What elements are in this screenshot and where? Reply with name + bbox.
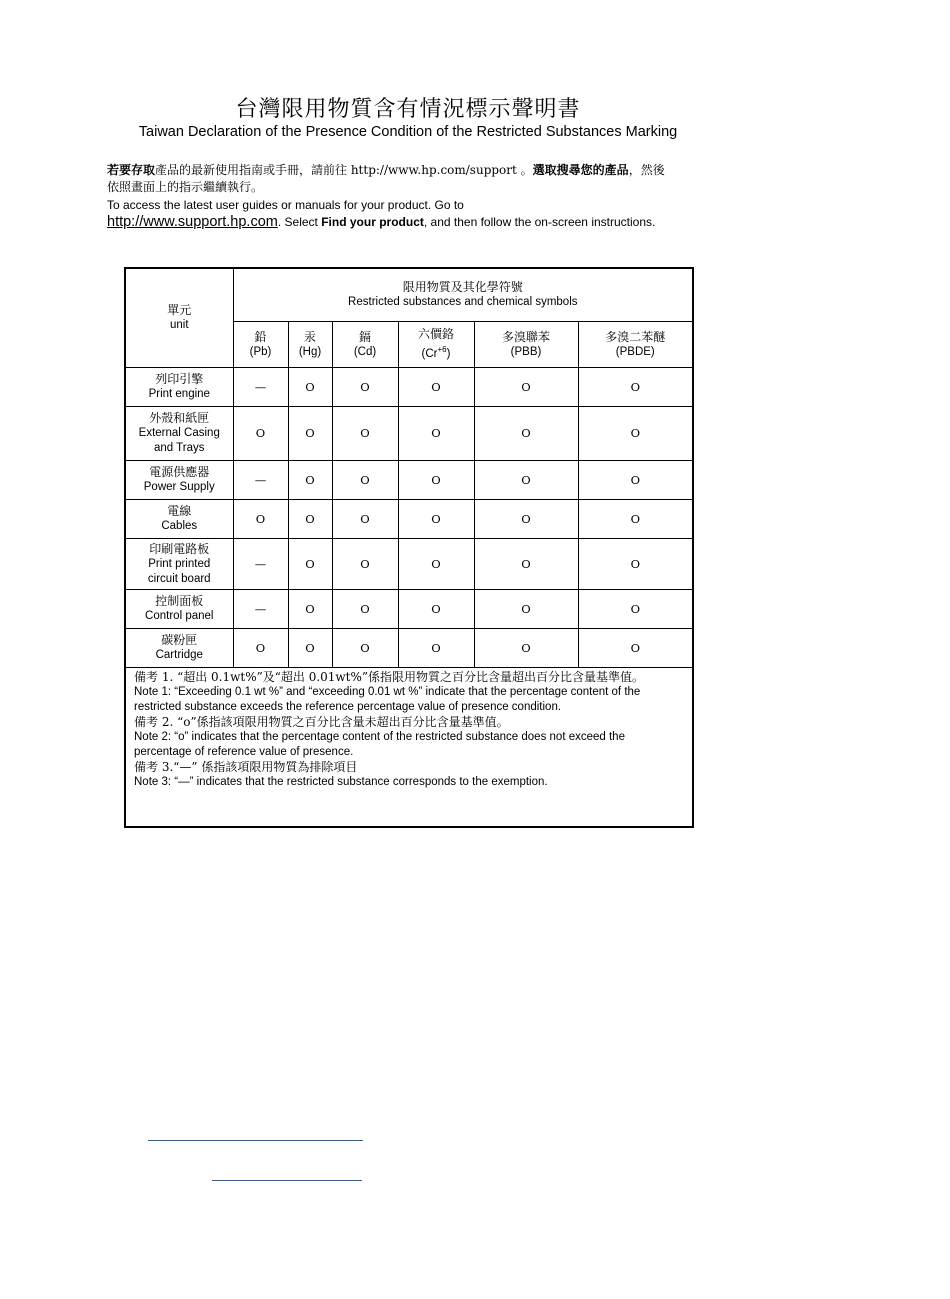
presence-mark: O [474,629,578,668]
presence-mark: O [233,500,288,539]
presence-mark: O [332,461,398,500]
restricted-header [233,268,693,322]
row-label-zh: 碳粉匣 [161,633,198,647]
restricted-header-zh: 限用物質及其化學符號 [402,280,523,294]
presence-mark: O [398,629,474,668]
presence-mark: O [474,368,578,407]
presence-mark: O [233,629,288,668]
note-en: Note 1: “Exceeding 0.1 wt %” and “exceeding 0.01 wt %” indicate that the percentage content of the restricted substance exceeds the reference percentage value of presence condition. [134,686,641,713]
presence-mark: — [233,590,288,629]
substance-symbol-end: ) [446,347,451,360]
presence-mark: O [398,590,474,629]
substance-symbol-text: (Cd) [353,345,377,358]
page-title-en: Taiwan Declaration of the Presence Condition of the Restricted Substances Marking [138,124,678,140]
substance-symbol-sup: +6 [437,345,447,355]
page-title-zh: 台灣限用物質含有情況標示聲明書 [235,97,581,122]
presence-mark: O [288,590,332,629]
presence-mark: O [288,368,332,407]
presence-mark: O [578,368,693,407]
presence-mark: O [332,590,398,629]
substance-symbol [333,345,398,360]
divider-line [148,1140,363,1141]
unit-header [125,268,233,368]
row-label [125,368,233,407]
row-label [125,500,233,539]
presence-mark: O [398,461,474,500]
row-label-en: Cartridge [155,649,203,661]
intro-zh-line1 [107,162,727,178]
intro-zh-bold2: 選取搜尋您的產品 [532,163,629,177]
row-label-en: Print printed [148,557,211,570]
presence-mark: O [288,461,332,500]
presence-mark: O [474,590,578,629]
row-label-zh: 控制面板 [155,594,204,608]
notes-cell [125,668,693,828]
table-row [125,629,693,668]
restricted-header-en: Restricted substances and chemical symbols [348,296,578,308]
row-label-en: Power Supply [143,481,215,493]
table-row [125,461,693,500]
substance-header [332,322,398,368]
substance-name-zh: 多溴聯苯 [501,329,550,344]
table-row [125,407,693,461]
note-zh: 備考 1. “超出 0.1wt%”及“超出 0.01wt%”係指限用物質之百分比含量超出百分比含量基準值。 [134,670,645,684]
presence-mark: O [578,407,693,461]
presence-mark: O [332,368,398,407]
presence-mark: O [288,407,332,461]
substance-symbol [475,345,578,360]
substance-name-zh: 汞 [303,329,316,344]
presence-mark: O [474,461,578,500]
substance-name-zh: 多溴二苯醚 [605,329,666,344]
presence-mark: O [288,500,332,539]
presence-mark: O [233,407,288,461]
notes-row [125,668,693,828]
note-zh: 備考 3.“—” 係指該項限用物質為排除項目 [134,760,358,774]
presence-mark: — [233,368,288,407]
note-zh: 備考 2. “o”係指該項限用物質之百分比含量未超出百分比含量基準值。 [134,715,509,729]
intro-en-text1: . Select [277,215,322,229]
presence-mark: O [332,500,398,539]
presence-mark: O [398,539,474,590]
presence-mark: O [332,407,398,461]
presence-mark: O [332,629,398,668]
substance-symbol [579,345,693,360]
substance-header [578,322,693,368]
intro-en-line2 [107,214,727,230]
presence-mark: O [474,407,578,461]
substance-name-zh: 鉛 [254,329,267,344]
presence-mark: O [578,461,693,500]
intro-en-bold: Find your product [321,215,424,229]
intro-en-line1: To access the latest user guides or manuals for your product. Go to [107,198,464,212]
row-label [125,539,233,590]
row-label-zh: 外殼和紙匣 [149,411,210,425]
row-label [125,461,233,500]
substance-symbol [234,345,288,360]
row-label [125,407,233,461]
presence-mark: O [288,539,332,590]
presence-mark: O [578,539,693,590]
presence-mark: O [398,500,474,539]
row-label-zh: 印刷電路板 [149,541,210,556]
presence-mark: O [398,407,474,461]
presence-mark: — [233,461,288,500]
presence-mark: O [474,500,578,539]
presence-mark: O [578,590,693,629]
unit-header-zh: 單元 [167,303,192,317]
unit-header-en: unit [169,319,189,331]
substance-header [398,322,474,368]
presence-mark: O [398,368,474,407]
table-row [125,500,693,539]
intro-zh-bold1: 若要存取 [107,163,156,177]
substance-symbol [289,345,332,360]
note-en: Note 3: “—” indicates that the restricted substance corresponds to the exemption. [134,776,548,788]
intro-zh-text1: 產品的最新使用指南或手冊，請前往 http://www.hp.com/support 。 [155,163,533,177]
substance-symbol-text: (Cr [421,347,438,360]
presence-mark: O [578,500,693,539]
substance-header [474,322,578,368]
table-row [125,368,693,407]
row-label-zh: 電源供應器 [149,465,210,479]
substance-header [233,322,288,368]
intro-zh-text2: ，然後 [628,163,665,177]
substance-name-zh: 六價鉻 [417,327,454,342]
presence-mark: O [288,629,332,668]
substance-symbol-text: (PBB) [510,345,542,358]
substance-symbol-text: (PBDE) [615,345,655,358]
table-row [125,539,693,590]
presence-mark: — [233,539,288,590]
intro-zh-line2: 依照畫面上的指示繼續執行。 [107,180,264,194]
substance-symbol [399,342,474,362]
row-label-en: circuit board [147,572,211,585]
substance-symbol-text: (Hg) [298,345,322,358]
row-label-en: Cables [161,520,198,532]
row-label-en: and Trays [154,442,205,454]
row-label [125,590,233,629]
note-en: Note 2: “o” indicates that the percentage content of the restricted substance does not exceed the percentage of reference value of presence. [134,731,625,758]
substance-symbol-text: (Pb) [249,345,272,358]
table-row [125,590,693,629]
row-label [125,629,233,668]
support-link[interactable]: http://www.support.hp.com [107,214,278,230]
substance-header [288,322,332,368]
row-label-zh: 電線 [167,504,192,518]
presence-mark: O [332,539,398,590]
restricted-substances-table [124,267,694,828]
presence-mark: O [474,539,578,590]
divider-line [212,1180,362,1181]
row-label-zh: 列印引擎 [155,372,204,386]
row-label-en: Print engine [148,388,210,400]
presence-mark: O [578,629,693,668]
intro-en-text2: , and then follow the on-screen instructions. [423,215,656,229]
row-label-en: Control panel [145,610,214,622]
row-label-en: External Casing [138,427,220,439]
substance-name-zh: 鎘 [358,329,371,344]
